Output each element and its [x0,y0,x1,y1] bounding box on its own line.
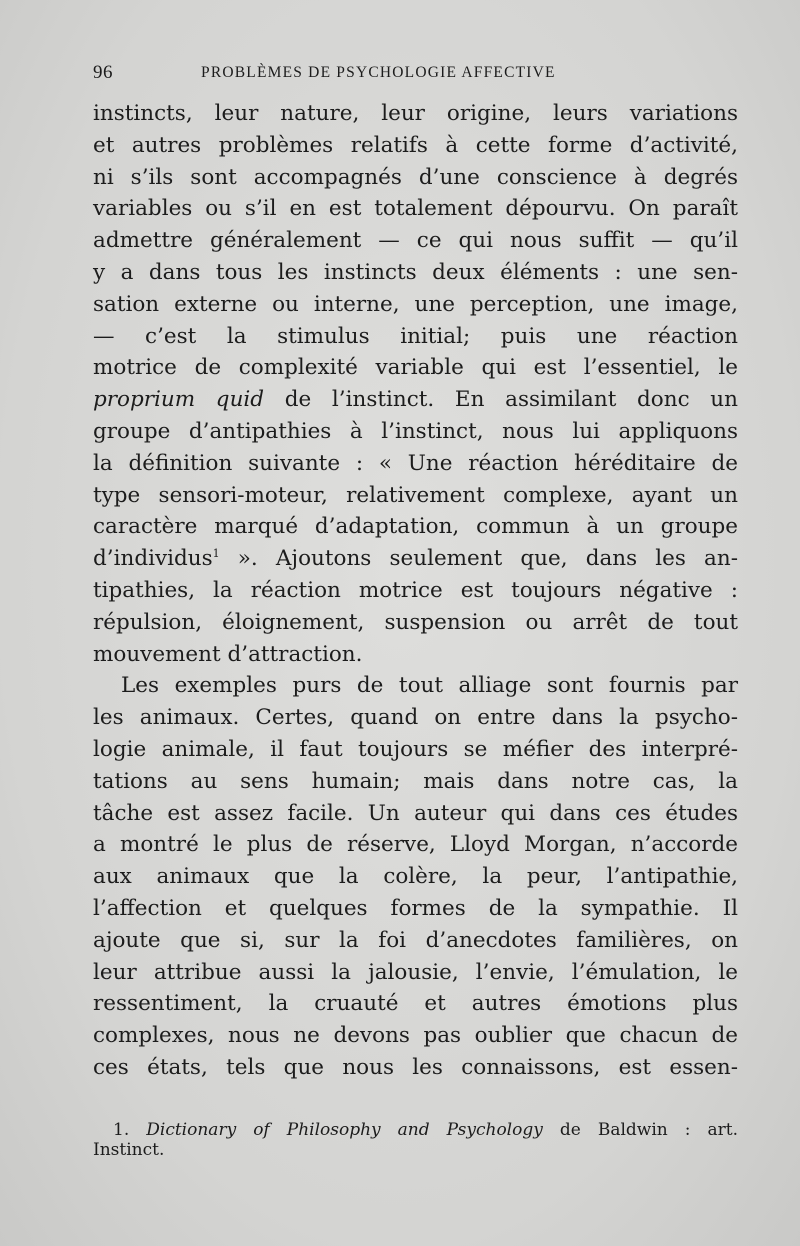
text-line: tipathies, la réaction motrice est toujours négative : [93,577,738,603]
text-line: la définition suivante : « Une réaction héréditaire de [93,450,738,476]
footnote-reference: 1 [212,547,220,560]
text-line: caractère marqué d’adaptation, commun à un groupe [93,514,738,540]
page-number: 96 [93,62,113,83]
text-fragment: d’individus [93,546,213,572]
page-header [93,62,733,88]
text-line: y a dans tous les instincts deux éléments : une sen- [93,259,738,285]
text-line: variables ou s’il en est totalement dépourvu. On paraît [93,196,738,222]
text-line: a montré le plus de réserve, Lloyd Morgan, n’accorde [93,832,738,858]
text-line: ajoute que si, sur la foi d’anecdotes familières, on [93,927,738,953]
text-fragment: de l’instinct. En assimilant donc un [284,387,738,413]
text-line: et autres problèmes relatifs à cette forme d’activité, [93,132,738,158]
paragraph-first-line: Les exemples purs de tout alliage sont fournis par [121,673,738,699]
body-text [93,98,738,1084]
footnote-title: Dictionary of Philosophy and Psychology [146,1120,543,1140]
text-line: type sensori-moteur, relativement complexe, ayant un [93,482,738,508]
text-line: motrice de complexité variable qui est l’essentiel, le [93,355,738,381]
text-line: logie animale, il faut toujours se méfier des interpré- [93,736,738,762]
text-line: tations au sens humain; mais dans notre cas, la [93,768,738,794]
footnote [93,1120,738,1160]
footnote-number: 1. [113,1120,130,1140]
text-line: admettre généralement — ce qui nous suffit — qu’il [93,228,738,254]
text-line-with-italic [93,384,738,416]
text-line: ressentiment, la cruauté et autres émotions plus [93,991,738,1017]
text-line: répulsion, éloignement, suspension ou arrêt de tout [93,609,738,635]
text-line: sation externe ou interne, une perception, une image, [93,291,738,317]
text-line: groupe d’antipathies à l’instinct, nous lui appliquons [93,418,738,444]
text-line: complexes, nous ne devons pas oublier que chacun de [93,1023,738,1049]
text-line: tâche est assez facile. Un auteur qui dans ces études [93,800,738,826]
footnote-line: Instinct. [93,1140,165,1160]
text-line: ni s’ils sont accompagnés d’une conscience à degrés [93,164,738,190]
text-line: leur attribue aussi la jalousie, l’envie, l’émulation, le [93,959,738,985]
text-line-with-footnote-ref [93,543,738,575]
text-line: les animaux. Certes, quand on entre dans la psycho- [93,705,738,731]
text-line: aux animaux que la colère, la peur, l’antipathie, [93,864,738,890]
footnote-line [93,1120,738,1140]
running-title: PROBLÈMES DE PSYCHOLOGIE AFFECTIVE [201,64,556,81]
text-line: ces états, tels que nous les connaissons, est essen- [93,1054,738,1080]
text-line: l’affection et quelques formes de la sympathie. Il [93,895,738,921]
text-line: — c’est la stimulus initial; puis une réaction [93,323,738,349]
text-line: instincts, leur nature, leur origine, leurs variations [93,101,738,126]
italic-phrase: proprium quid [93,387,265,413]
paragraph-last-line: mouvement d’attraction. [93,641,363,667]
footnote-text: de Baldwin : art. [542,1120,739,1140]
text-fragment: ». Ajoutons seulement que, dans les an- [219,546,738,572]
